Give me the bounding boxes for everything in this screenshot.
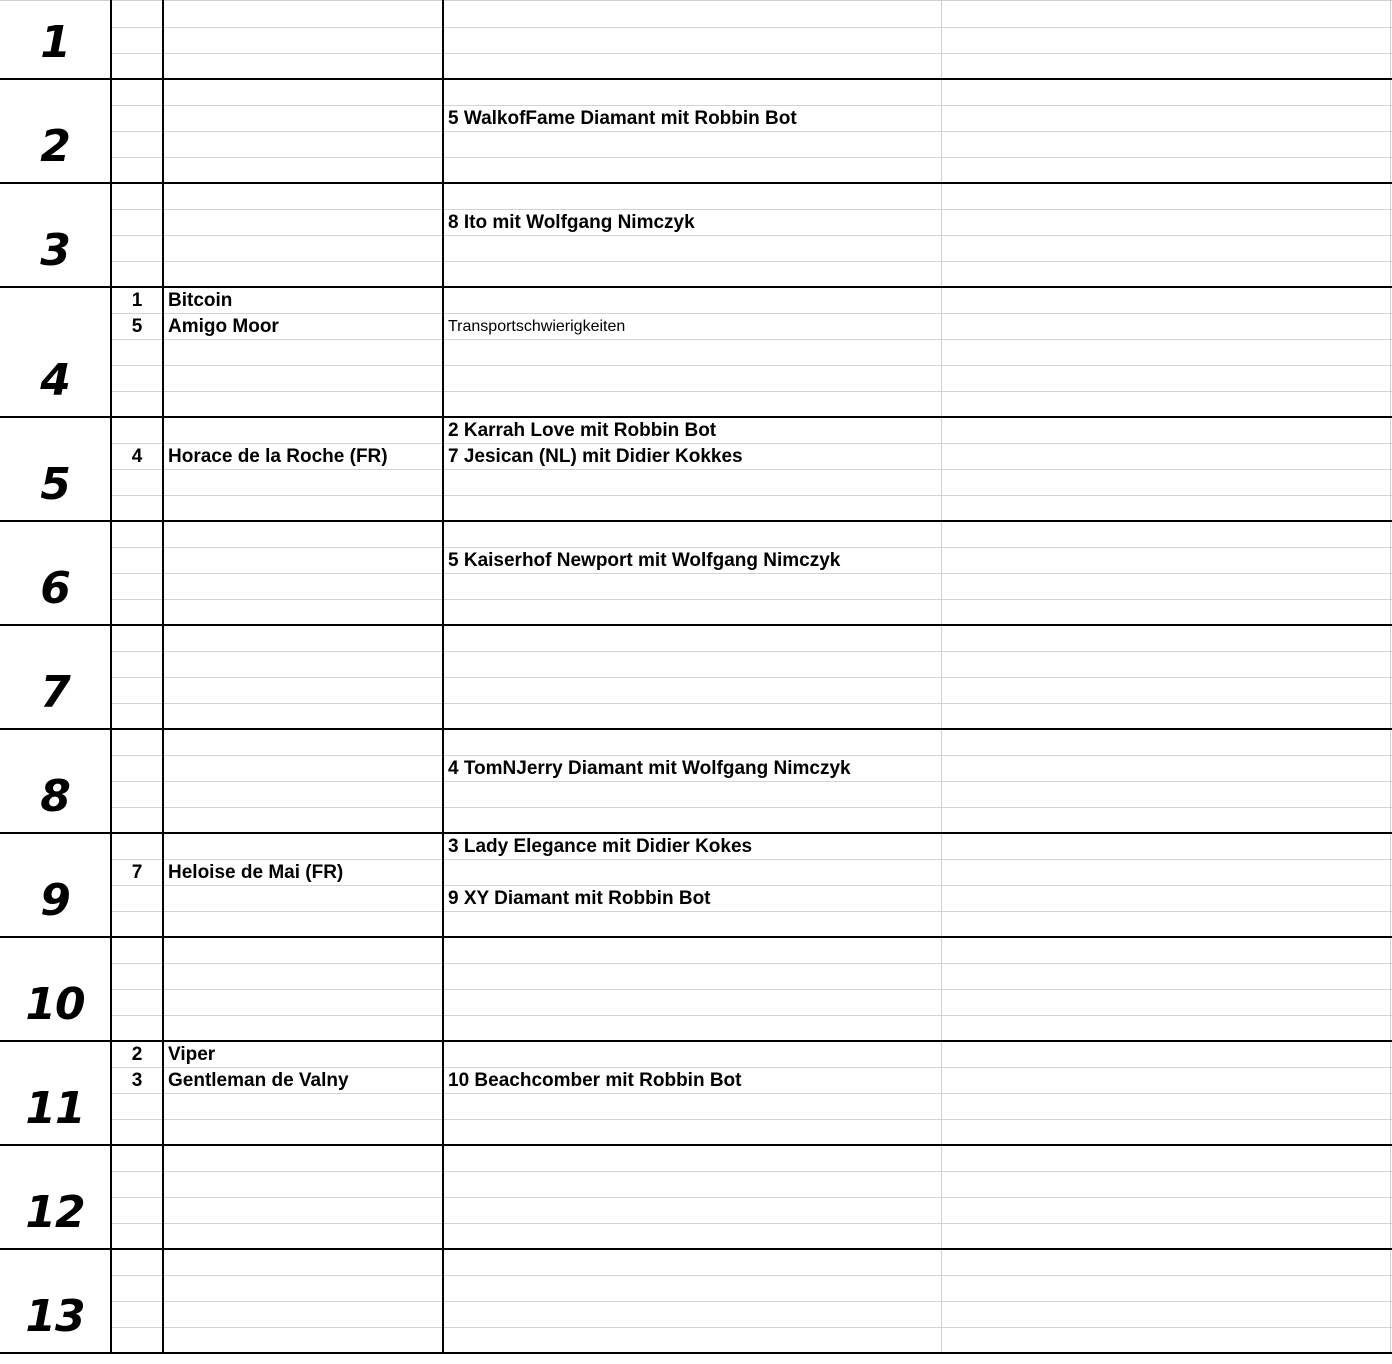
row-gridline <box>110 1015 1392 1016</box>
block-number: 7 <box>40 667 70 718</box>
row-gridline <box>110 599 1392 600</box>
start-number-cell[interactable]: 3 <box>131 1070 143 1091</box>
row-gridline <box>110 1223 1392 1224</box>
row-gridline <box>110 1275 1392 1276</box>
row-gridline <box>110 391 1392 392</box>
entry-cell[interactable]: 5 Kaiserhof Newport mit Wolfgang Nimczyk <box>448 550 841 571</box>
entry-cell[interactable]: 4 TomNJerry Diamant mit Wolfgang Nimczyk <box>448 758 851 779</box>
horse-name-cell[interactable]: Viper <box>168 1044 216 1065</box>
row-gridline <box>110 157 1392 158</box>
column-border <box>442 0 444 1353</box>
start-number-cell[interactable]: 4 <box>131 446 143 467</box>
block-border <box>0 1352 1392 1354</box>
row-gridline <box>110 365 1392 366</box>
block-number: 13 <box>25 1291 85 1342</box>
horse-name-cell[interactable]: Amigo Moor <box>168 316 279 337</box>
block-number: 9 <box>40 875 70 926</box>
horse-name-cell[interactable]: Gentleman de Valny <box>168 1070 349 1091</box>
row-gridline <box>110 963 1392 964</box>
start-number-cell[interactable]: 1 <box>131 290 143 311</box>
block-border <box>0 78 1392 80</box>
row-gridline <box>110 339 1392 340</box>
entry-cell[interactable]: Transportschwierigkeiten <box>448 318 626 335</box>
row-gridline <box>110 651 1392 652</box>
row-gridline <box>110 989 1392 990</box>
row-gridline <box>110 1327 1392 1328</box>
column-gridline <box>1390 0 1391 1353</box>
row-gridline <box>110 261 1392 262</box>
block-border <box>0 182 1392 184</box>
block-border <box>0 1144 1392 1146</box>
row-gridline <box>110 677 1392 678</box>
row-gridline <box>110 313 1392 314</box>
block-number: 3 <box>40 225 70 276</box>
row-gridline <box>110 807 1392 808</box>
block-border <box>0 624 1392 626</box>
block-number: 11 <box>25 1083 85 1134</box>
entry-cell[interactable]: 5 WalkofFame Diamant mit Robbin Bot <box>448 108 797 129</box>
block-number: 1 <box>40 17 70 68</box>
row-gridline <box>110 1197 1392 1198</box>
row-gridline <box>110 911 1392 912</box>
row-gridline <box>110 1301 1392 1302</box>
row-gridline <box>110 53 1392 54</box>
column-border <box>162 0 164 1353</box>
entry-cell[interactable]: 2 Karrah Love mit Robbin Bot <box>448 420 717 441</box>
block-number: 6 <box>40 563 70 614</box>
row-gridline <box>110 703 1392 704</box>
row-gridline <box>110 27 1392 28</box>
row-gridline <box>110 495 1392 496</box>
horse-name-cell[interactable]: Heloise de Mai (FR) <box>168 862 344 883</box>
block-border <box>0 936 1392 938</box>
column-border <box>110 0 112 1353</box>
top-gridline <box>0 0 1392 1</box>
entry-cell[interactable]: 10 Beachcomber mit Robbin Bot <box>448 1070 742 1091</box>
column-gridline <box>941 0 942 1353</box>
block-border <box>0 1248 1392 1250</box>
horse-name-cell[interactable]: Horace de la Roche (FR) <box>168 446 388 467</box>
block-number: 10 <box>25 979 85 1030</box>
row-gridline <box>110 1119 1392 1120</box>
horse-name-cell[interactable]: Bitcoin <box>168 290 233 311</box>
entry-cell[interactable]: 7 Jesican (NL) mit Didier Kokkes <box>448 446 743 467</box>
block-border <box>0 520 1392 522</box>
row-gridline <box>110 1171 1392 1172</box>
start-number-cell[interactable]: 2 <box>131 1044 143 1065</box>
row-gridline <box>110 235 1392 236</box>
entry-cell[interactable]: 3 Lady Elegance mit Didier Kokes <box>448 836 753 857</box>
row-gridline <box>110 209 1392 210</box>
block-number: 12 <box>25 1187 85 1238</box>
block-border <box>0 728 1392 730</box>
block-number: 4 <box>40 355 70 406</box>
entry-cell[interactable]: 9 XY Diamant mit Robbin Bot <box>448 888 711 909</box>
block-number: 5 <box>40 459 70 510</box>
start-number-cell[interactable]: 5 <box>131 316 143 337</box>
block-number: 2 <box>40 121 70 172</box>
entry-cell[interactable]: 8 Ito mit Wolfgang Nimczyk <box>448 212 695 233</box>
start-number-cell[interactable]: 7 <box>131 862 143 883</box>
block-number: 8 <box>40 771 70 822</box>
